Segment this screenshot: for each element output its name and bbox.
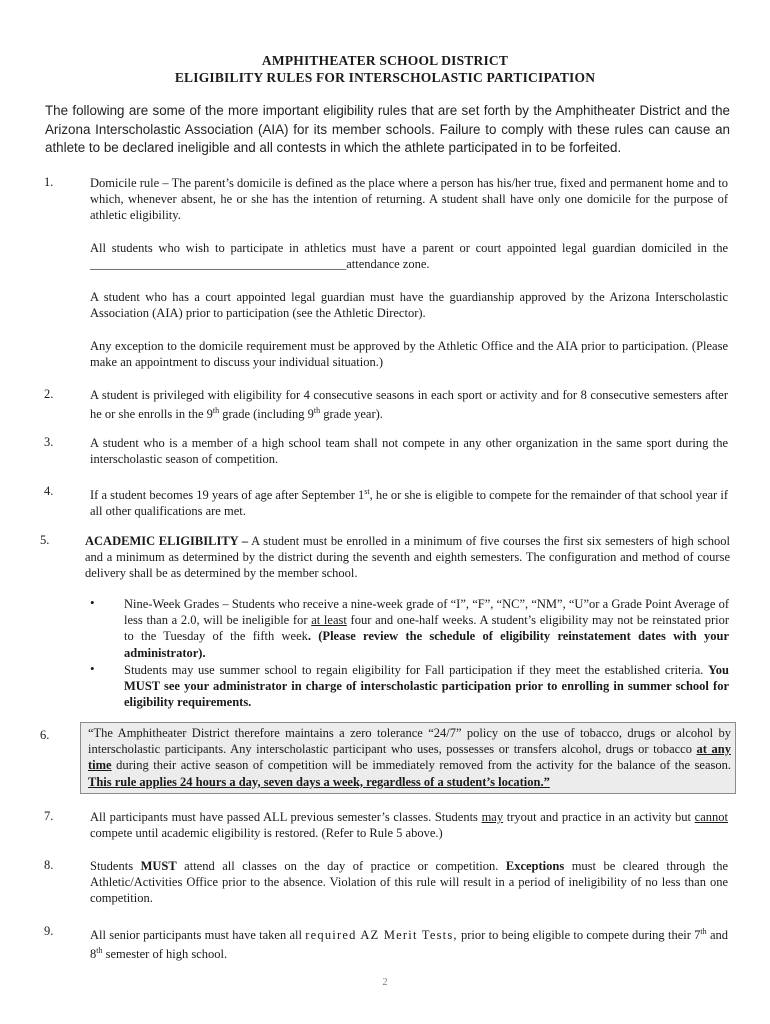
rule-1-attendance-zone: All students who wish to participate in athletics must have a parent or court appointed legal guardian domiciled in the _________________________________________attendance zone. [90, 241, 728, 272]
rule-4-number: 4. [44, 484, 54, 498]
rule-1-number: 1. [44, 175, 54, 189]
rule-5-academic-eligibility: ACADEMIC ELIGIBILITY – A student must be enrolled in a minimum of five courses the first six semesters of high school and a minimum as determined by the district during the seventh and eighth semesters. The configuration and method of course delivery shall be as determined by the member school. [85, 534, 730, 581]
bullet-nine-week-grades: Nine-Week Grades – Students who receive a nine-week grade of “I”, “F”, “NC”, “NM”, “U”or a Grade Point Average of less than a 2.0, will be ineligible for at least four and one-half weeks. A student’s eligibility may not be reinstated prior to the Tuesday of the fifth week. (Please review the schedule of eligibility reinstatement dates with your administrator). [124, 597, 729, 660]
rule-8-number: 8. [44, 858, 54, 872]
intro-paragraph: The following are some of the more important eligibility rules that are set forth by the Amphitheater District and the Arizona Interscholastic Association (AIA) for its member schools. Failure to comply with these rules can cause an athlete to be declared ineligible and all contests in which the athlete participated in to be forfeited. [45, 103, 730, 155]
academic-eligibility-heading: ACADEMIC ELIGIBILITY – [85, 534, 249, 548]
24-hours-rule-emphasis: This rule applies 24 hours a day, seven days a week, regardless of a student’s location.” [88, 774, 550, 789]
rule-4-text: If a student becomes 19 years of age after September 1st, he or she is eligible to compete for the remainder of that school year if all other qualifications are met. [90, 487, 728, 519]
rule-2-number: 2. [44, 387, 54, 401]
rule-6-number: 6. [40, 728, 50, 742]
bullet-icon: • [90, 661, 95, 676]
rule-7-text: All participants must have passed ALL previous semester’s classes. Students may tryout and practice in an activity but cannot compete until academic eligibility is restored. (Refer to Rule 5 above.) [90, 810, 728, 841]
rule-2-text: A student is privileged with eligibility for 4 consecutive seasons in each sport or activity and for 8 consecutive semesters after he or she enrolls in the 9th grade (including 9th grade year). [90, 388, 728, 422]
rule-3-text: A student who is a member of a high school team shall not compete in any other organization in the same sport during the interscholastic season of competition. [90, 436, 728, 467]
rule-8-text: Students MUST attend all classes on the day of practice or competition. Exceptions must be cleared through the Athletic/Activities Office prior to the absence. Violation of this rule will result in a period of ineligibility of no less than one competition. [90, 859, 729, 906]
rule-9-number: 9. [44, 924, 54, 938]
rule-1-exception: Any exception to the domicile requirement must be approved by the Athletic Office and the AIA prior to participation. (Please make an appointment to discuss your individual situation.) [90, 339, 728, 370]
rule-3-number: 3. [44, 435, 54, 449]
bullet-icon: • [90, 595, 95, 610]
rule-5-number: 5. [40, 533, 50, 547]
rule-1-domicile: Domicile rule – The parent’s domicile is defined as the place where a person has his/her true, fixed and permanent home and to which, whenever absent, he or she has the intention of returning. A student shall have only one domicile for the purpose of athletic eligibility. [90, 176, 728, 223]
rule-9-text: All senior participants must have taken all required AZ Merit Tests, prior to being eligible to compete during their 7th and 8th semester of high school. [90, 927, 728, 962]
rule-1-guardianship: A student who has a court appointed legal guardian must have the guardianship approved by the Arizona Interscholastic Association (AIA) prior to participation (see the Athletic Director). [90, 290, 728, 321]
document-subtitle: ELIGIBILITY RULES FOR INTERSCHOLASTIC PARTICIPATION [174, 70, 596, 85]
attendance-zone-blank: _________________________________________ [90, 257, 347, 272]
at-any-time-emphasis: at any time [88, 742, 731, 773]
page-number: 2 [382, 977, 388, 988]
zero-tolerance-policy-box: “The Amphitheater District therefore maintains a zero tolerance “24/7” policy on the use of tobacco, drugs or alcohol by interscholastic participants. Any interscholastic participant who uses, possesses or transfers alcohol, drugs or tobacco at any time during their active season of competition will be immediately removed from the activity for the balance of the season. This rule applies 24 hours a day, seven days a week, regardless of a student’s location.” [80, 722, 736, 794]
document-title: AMPHITHEATER SCHOOL DISTRICT [261, 53, 509, 68]
bullet-summer-school: Students may use summer school to regain eligibility for Fall participation if they meet the established criteria. You MUST see your administrator in charge of interscholastic participation prior to enrolling in summer school for eligibility requirements. [124, 663, 729, 710]
rule-7-number: 7. [44, 809, 54, 823]
